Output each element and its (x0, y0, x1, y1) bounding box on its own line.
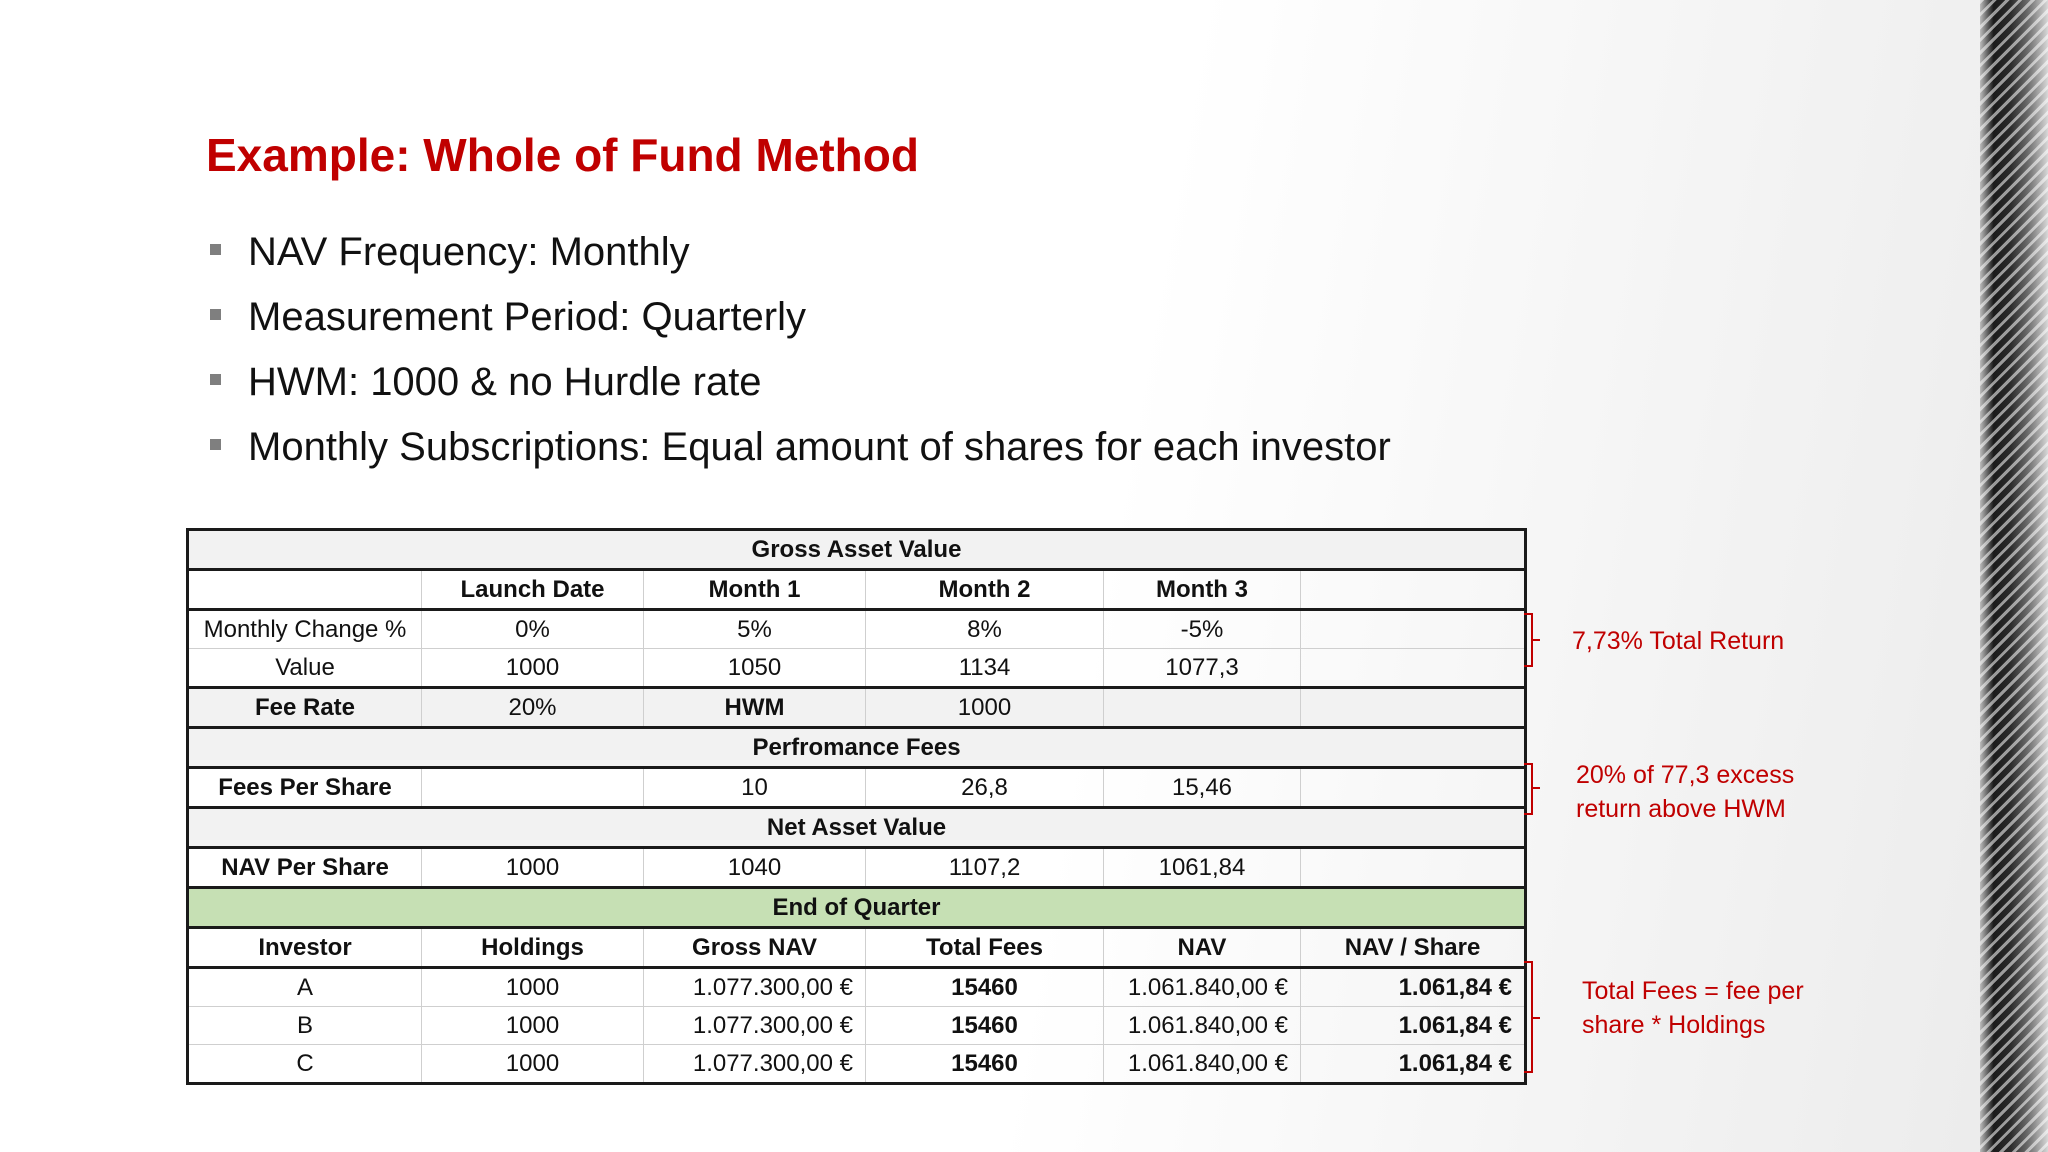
nav-per-share-row (188, 848, 1526, 888)
bullet-text: Monthly Subscriptions: Equal amount of shares for each investor (248, 425, 1391, 469)
bullet-item (206, 222, 1391, 287)
header-cell: Month 2 (866, 570, 1104, 610)
header-cell: Month 3 (1104, 570, 1301, 610)
column-header-row (188, 570, 1526, 610)
brace-annotations (1520, 600, 1550, 1080)
section-header: Perfromance Fees (188, 728, 1526, 768)
header-cell: Launch Date (422, 570, 644, 610)
table-cell: 1040 (644, 848, 866, 888)
bullet-text: NAV Frequency: Monthly (248, 230, 690, 274)
slide-title: Example: Whole of Fund Method (206, 129, 919, 181)
bullet-text: HWM: 1000 & no Hurdle rate (248, 360, 762, 404)
section-header: Gross Asset Value (188, 530, 1526, 570)
bullet-item (206, 287, 1391, 352)
table-cell: 1.061.840,00 € (1104, 1007, 1301, 1045)
header-cell: Total Fees (866, 928, 1104, 968)
table-cell: 1050 (644, 649, 866, 688)
table-cell (1104, 688, 1301, 728)
square-bullet-icon (210, 309, 221, 320)
gross-asset-value-band (188, 530, 1526, 570)
square-bullet-icon (210, 374, 221, 385)
table-cell (1301, 649, 1526, 688)
table-cell: 1000 (422, 1007, 644, 1045)
excess-note-line1: 20% of 77,3 excess (1576, 761, 1795, 789)
table-cell: 1107,2 (866, 848, 1104, 888)
header-cell: Holdings (422, 928, 644, 968)
square-bullet-icon (210, 439, 221, 450)
investor-row (188, 1045, 1526, 1084)
header-cell: NAV / Share (1301, 928, 1526, 968)
total-return-note: 7,73% Total Return (1572, 627, 1785, 655)
table-cell: 1.061,84 € (1301, 1045, 1526, 1084)
table-cell: 20% (422, 688, 644, 728)
table-cell (422, 768, 644, 808)
table-cell: 1.061.840,00 € (1104, 1045, 1301, 1084)
fees-note-line1: Total Fees = fee per (1582, 977, 1804, 1005)
row-label: Monthly Change % (188, 610, 422, 649)
table-cell (1301, 610, 1526, 649)
table-cell (1301, 848, 1526, 888)
value-row (188, 649, 1526, 688)
investor-row (188, 968, 1526, 1007)
row-label: NAV Per Share (188, 848, 422, 888)
table-cell: 1134 (866, 649, 1104, 688)
header-cell: Investor (188, 928, 422, 968)
table-cell: 0% (422, 610, 644, 649)
table-cell: 1000 (422, 649, 644, 688)
header-cell: Month 1 (644, 570, 866, 610)
bullet-item (206, 352, 1391, 417)
performance-fees-band (188, 728, 1526, 768)
table-cell: HWM (644, 688, 866, 728)
table-cell: 1000 (422, 968, 644, 1007)
table-cell: 26,8 (866, 768, 1104, 808)
monthly-change-row (188, 610, 1526, 649)
table-cell: 1.077.300,00 € (644, 968, 866, 1007)
header-cell: Gross NAV (644, 928, 866, 968)
table-cell: 1.077.300,00 € (644, 1007, 866, 1045)
table-cell: 8% (866, 610, 1104, 649)
fee-rate-row (188, 688, 1526, 728)
table-cell: 1000 (422, 848, 644, 888)
fees-note-line2: share * Holdings (1582, 1011, 1766, 1039)
table-cell: 15460 (866, 1045, 1104, 1084)
table-cell: 1061,84 (1104, 848, 1301, 888)
table-cell (1301, 768, 1526, 808)
table-cell: 1.077.300,00 € (644, 1045, 866, 1084)
table-cell: A (188, 968, 422, 1007)
net-asset-value-band (188, 808, 1526, 848)
table-cell: 1.061,84 € (1301, 1007, 1526, 1045)
section-header: Net Asset Value (188, 808, 1526, 848)
table-cell: 15460 (866, 968, 1104, 1007)
end-of-quarter-band (188, 888, 1526, 928)
investor-row (188, 1007, 1526, 1045)
table-cell: 15,46 (1104, 768, 1301, 808)
header-cell: NAV (1104, 928, 1301, 968)
table-cell: B (188, 1007, 422, 1045)
square-bullet-icon (210, 244, 221, 255)
bullet-list (206, 222, 1391, 482)
table-cell: 10 (644, 768, 866, 808)
table-cell: 1.061.840,00 € (1104, 968, 1301, 1007)
table-cell: -5% (1104, 610, 1301, 649)
table-cell: C (188, 1045, 422, 1084)
fees-per-share-row (188, 768, 1526, 808)
excess-brace (1524, 764, 1540, 814)
table-cell: 1077,3 (1104, 649, 1301, 688)
table-cell: 5% (644, 610, 866, 649)
section-header: End of Quarter (188, 888, 1526, 928)
row-label: Value (188, 649, 422, 688)
table-cell: 1.061,84 € (1301, 968, 1526, 1007)
table-cell: 1000 (422, 1045, 644, 1084)
excess-note-line2: return above HWM (1576, 795, 1786, 823)
fees-brace (1524, 962, 1540, 1072)
table-cell: 1000 (866, 688, 1104, 728)
fund-table (186, 528, 1527, 1085)
row-label: Fees Per Share (188, 768, 422, 808)
header-cell (188, 570, 422, 610)
row-label: Fee Rate (188, 688, 422, 728)
bullet-item (206, 417, 1391, 482)
table-cell (1301, 688, 1526, 728)
bullet-text: Measurement Period: Quarterly (248, 295, 807, 339)
decorative-edge-strip (1980, 0, 2048, 1152)
table-cell: 15460 (866, 1007, 1104, 1045)
investor-header-row (188, 928, 1526, 968)
return-brace (1524, 614, 1540, 666)
header-cell (1301, 570, 1526, 610)
